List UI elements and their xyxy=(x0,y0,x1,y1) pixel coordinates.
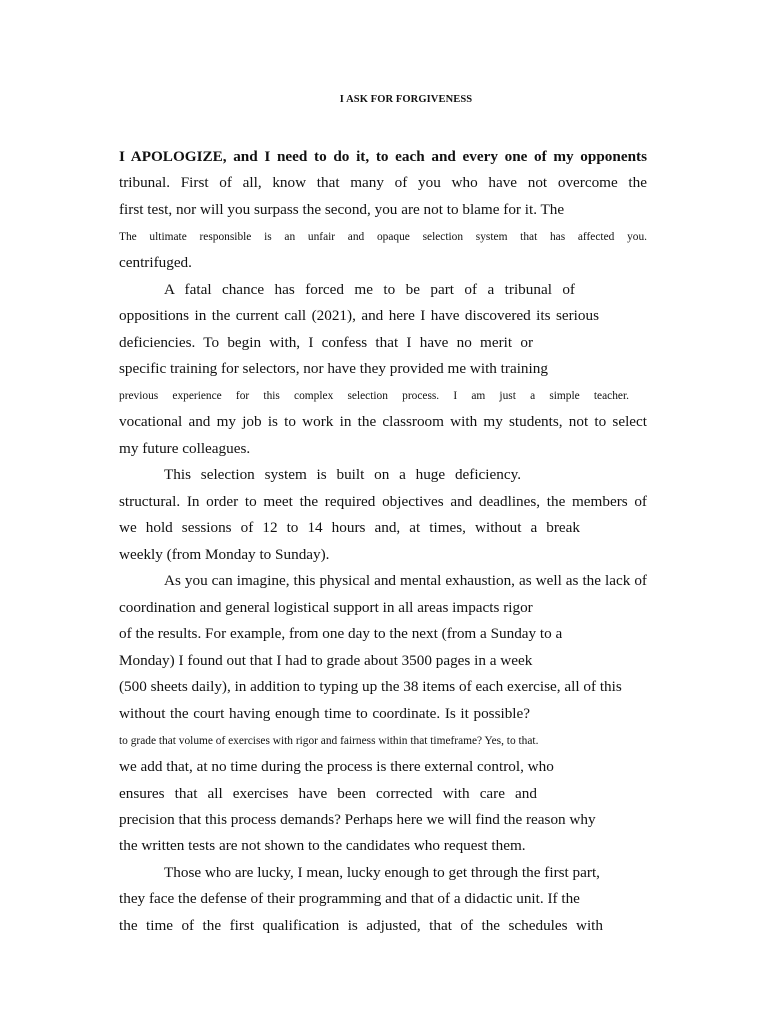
paragraph-line: oppositions in the current call (2021), and here I have discovered its serious xyxy=(119,307,599,324)
paragraph-line: tribunal. First of all, know that many of you who have not overcome the xyxy=(119,174,647,191)
paragraph-line: I APOLOGIZE, and I need to do it, to each and every one of my opponents xyxy=(119,148,647,165)
paragraph-line: specific training for selectors, nor have they provided me with training xyxy=(119,360,548,377)
document-title: I ASK FOR FORGIVENESS xyxy=(339,94,473,105)
paragraph-line: ensures that all exercises have been corrected with care and xyxy=(119,785,537,802)
paragraph-line: they face the defense of their programming and that of a didactic unit. If the xyxy=(119,890,580,907)
paragraph-line: first test, nor will you surpass the second, you are not to blame for it. The xyxy=(119,201,565,218)
paragraph-line: A fatal chance has forced me to be part of a tribunal of xyxy=(164,281,575,298)
paragraph-line: we hold sessions of 12 to 14 hours and, at times, without a break xyxy=(119,519,580,536)
paragraph-line: the written tests are not shown to the candidates who request them. xyxy=(119,837,526,854)
paragraph-line: Monday) I found out that I had to grade about 3500 pages in a week xyxy=(119,652,533,669)
paragraph-line: precision that this process demands? Perhaps here we will find the reason why xyxy=(119,811,596,828)
paragraph-line: centrifuged. xyxy=(119,254,192,271)
paragraph-line: vocational and my job is to work in the classroom with my students, not to select xyxy=(119,413,647,430)
paragraph-line: previous experience for this complex selection process. I am just a simple teacher. xyxy=(119,390,629,402)
paragraph-line: This selection system is built on a huge deficiency. xyxy=(164,466,521,483)
paragraph-line: (500 sheets daily), in addition to typing up the 38 items of each exercise, all of this xyxy=(119,678,622,695)
paragraph-line: As you can imagine, this physical and mental exhaustion, as well as the lack of xyxy=(164,572,647,589)
paragraph-line: the time of the first qualification is adjusted, that of the schedules with xyxy=(119,917,603,934)
paragraph-line: The ultimate responsible is an unfair and opaque selection system that has affected you. xyxy=(119,231,647,243)
paragraph-line: deficiencies. To begin with, I confess that I have no merit or xyxy=(119,334,533,351)
paragraph-line: without the court having enough time to coordinate. Is it possible? xyxy=(119,705,530,722)
paragraph-line: coordination and general logistical support in all areas impacts rigor xyxy=(119,599,533,616)
paragraph-line: my future colleagues. xyxy=(119,440,251,457)
paragraph-line: to grade that volume of exercises with rigor and fairness within that timeframe? Yes, to that. xyxy=(119,735,539,747)
paragraph-line: of the results. For example, from one day to the next (from a Sunday to a xyxy=(119,625,563,642)
paragraph-line: we add that, at no time during the process is there external control, who xyxy=(119,758,554,775)
paragraph-line: Those who are lucky, I mean, lucky enough to get through the first part, xyxy=(164,864,600,881)
paragraph-line: weekly (from Monday to Sunday). xyxy=(119,546,330,563)
paragraph-line: structural. In order to meet the required objectives and deadlines, the members of xyxy=(119,493,647,510)
